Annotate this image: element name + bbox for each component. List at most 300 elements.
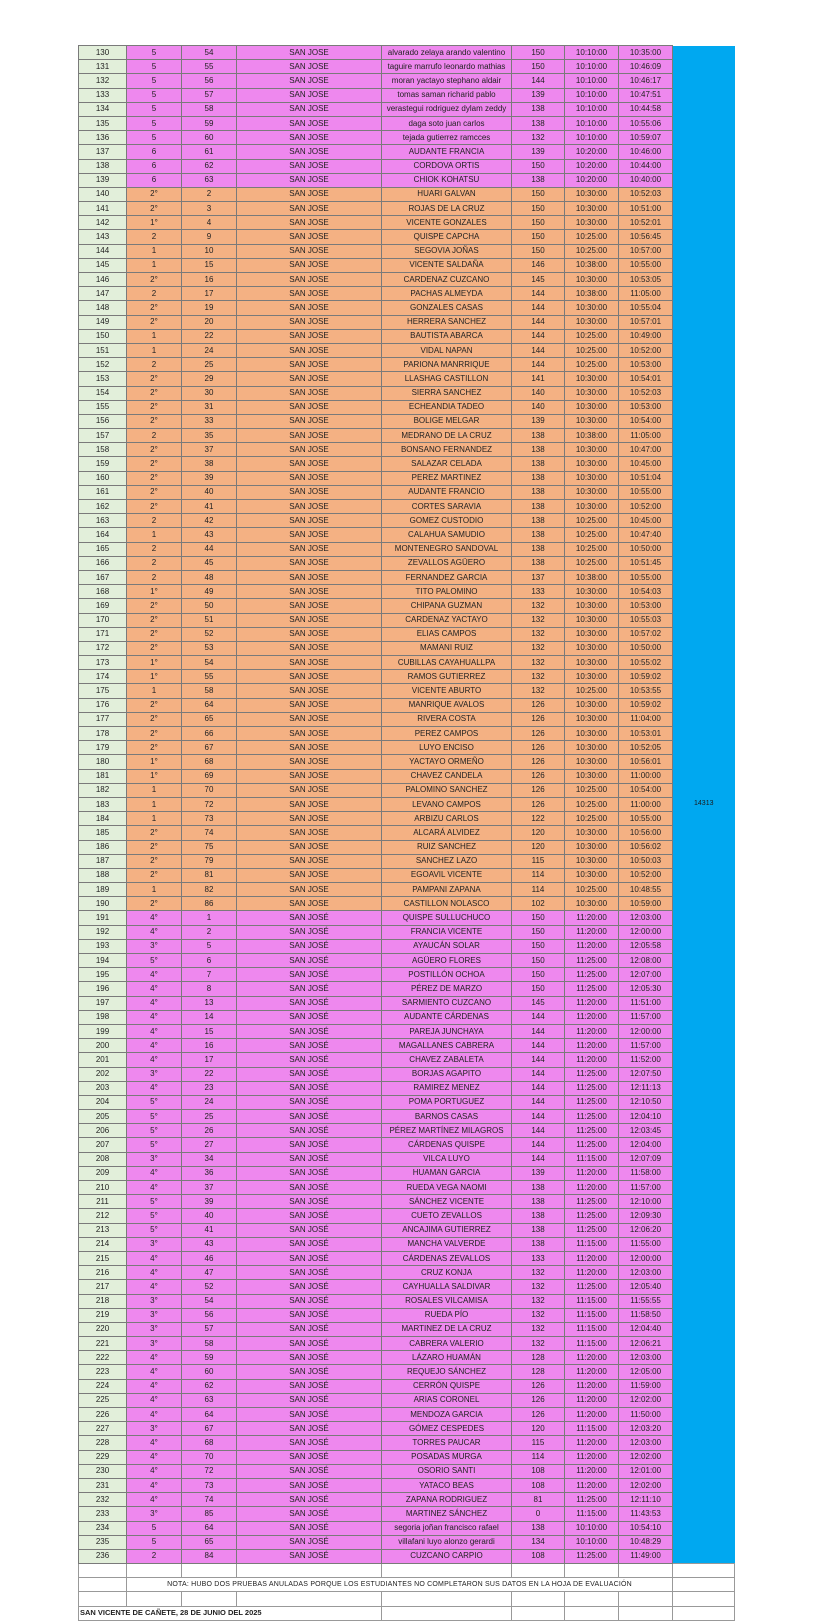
end-time-cell: 10:56:45 <box>619 230 673 244</box>
empty-cell <box>79 1592 127 1606</box>
start-time-cell: 11:15:00 <box>565 1422 619 1436</box>
start-time-cell: 10:30:00 <box>565 698 619 712</box>
student-name-cell: ECHEANDIA TADEO <box>382 400 512 414</box>
score-cell: 144 <box>512 1095 565 1109</box>
start-time-cell: 10:25:00 <box>565 812 619 826</box>
student-id-cell: 6 <box>182 954 237 968</box>
start-time-cell: 11:25:00 <box>565 1195 619 1209</box>
empty-cell <box>182 1592 237 1606</box>
row-number-cell: 231 <box>79 1478 127 1492</box>
table-row <box>79 528 735 542</box>
student-name-cell: CERRÓN QUISPE <box>382 1379 512 1393</box>
row-number-cell: 140 <box>79 187 127 201</box>
school-cell: SAN JOSÉ <box>237 982 382 996</box>
table-row <box>79 1393 735 1407</box>
table-row <box>79 230 735 244</box>
student-id-cell: 25 <box>182 1110 237 1124</box>
note-row <box>79 1578 735 1592</box>
student-name-cell: RIVERA COSTA <box>382 712 512 726</box>
score-cell: 150 <box>512 968 565 982</box>
student-name-cell: CAYHUALLA SALDIVAR <box>382 1280 512 1294</box>
student-id-cell: 14 <box>182 1010 237 1024</box>
table-row <box>79 968 735 982</box>
school-cell: SAN JOSE <box>237 485 382 499</box>
row-number-cell: 173 <box>79 656 127 670</box>
grade-cell: 4° <box>127 1464 182 1478</box>
student-name-cell: AGÜERO FLORES <box>382 954 512 968</box>
grade-cell: 2° <box>127 202 182 216</box>
student-name-cell: CARDENAZ CUZCANO <box>382 273 512 287</box>
school-cell: SAN JOSE <box>237 585 382 599</box>
end-time-cell: 10:59:02 <box>619 698 673 712</box>
end-time-cell: 12:06:20 <box>619 1223 673 1237</box>
student-name-cell: GONZALES CASAS <box>382 301 512 315</box>
school-cell: SAN JOSE <box>237 287 382 301</box>
student-name-cell: verastegui rodriguez dylam zeddy <box>382 102 512 116</box>
start-time-cell: 10:30:00 <box>565 414 619 428</box>
table-row <box>79 684 735 698</box>
student-name-cell: MANRIQUE AVALOS <box>382 698 512 712</box>
start-time-cell: 10:30:00 <box>565 627 619 641</box>
start-time-cell: 11:20:00 <box>565 1393 619 1407</box>
table-row <box>79 457 735 471</box>
grade-cell: 4° <box>127 996 182 1010</box>
table-row <box>79 414 735 428</box>
student-id-cell: 34 <box>182 1152 237 1166</box>
grade-cell: 3° <box>127 1237 182 1251</box>
start-time-cell: 10:30:00 <box>565 670 619 684</box>
score-cell: 133 <box>512 1251 565 1265</box>
score-cell: 138 <box>512 1521 565 1535</box>
empty-cell <box>673 1592 735 1606</box>
student-name-cell: AUDANTE FRANCIO <box>382 485 512 499</box>
student-id-cell: 19 <box>182 301 237 315</box>
end-time-cell: 10:53:55 <box>619 684 673 698</box>
grade-cell: 4° <box>127 1181 182 1195</box>
table-row <box>79 670 735 684</box>
table-row <box>79 585 735 599</box>
student-name-cell: VICENTE SALDAÑA <box>382 258 512 272</box>
student-name-cell: POSTILLÓN OCHOA <box>382 968 512 982</box>
grade-cell: 1 <box>127 797 182 811</box>
score-cell: 81 <box>512 1493 565 1507</box>
school-cell: SAN JOSE <box>237 358 382 372</box>
student-name-cell: GÓMEZ CESPEDES <box>382 1422 512 1436</box>
score-cell: 144 <box>512 1053 565 1067</box>
school-cell: SAN JOSE <box>237 429 382 443</box>
row-number-cell: 194 <box>79 954 127 968</box>
row-number-cell: 198 <box>79 1010 127 1024</box>
start-time-cell: 11:20:00 <box>565 996 619 1010</box>
student-id-cell: 70 <box>182 1450 237 1464</box>
student-id-cell: 15 <box>182 258 237 272</box>
end-time-cell: 10:54:01 <box>619 372 673 386</box>
table-row <box>79 1280 735 1294</box>
row-number-cell: 195 <box>79 968 127 982</box>
empty-cell <box>382 1606 512 1620</box>
table-row <box>79 1010 735 1024</box>
student-name-cell: ZEVALLOS AGÜERO <box>382 556 512 570</box>
table-row <box>79 358 735 372</box>
student-name-cell: ARIAS CORONEL <box>382 1393 512 1407</box>
end-time-cell: 10:52:03 <box>619 386 673 400</box>
student-name-cell: YATACO BEAS <box>382 1478 512 1492</box>
row-number-cell: 189 <box>79 883 127 897</box>
score-cell: 144 <box>512 1138 565 1152</box>
row-number-cell: 215 <box>79 1251 127 1265</box>
start-time-cell: 11:20:00 <box>565 1266 619 1280</box>
student-id-cell: 43 <box>182 528 237 542</box>
student-id-cell: 58 <box>182 1337 237 1351</box>
school-cell: SAN JOSÉ <box>237 1024 382 1038</box>
score-cell: 122 <box>512 812 565 826</box>
end-time-cell: 11:55:00 <box>619 1237 673 1251</box>
row-number-cell: 230 <box>79 1464 127 1478</box>
row-number-cell: 153 <box>79 372 127 386</box>
student-name-cell: tejada gutierrez ramcces <box>382 131 512 145</box>
start-time-cell: 11:20:00 <box>565 1251 619 1265</box>
start-time-cell: 10:30:00 <box>565 897 619 911</box>
score-cell: 138 <box>512 173 565 187</box>
end-time-cell: 12:05:30 <box>619 982 673 996</box>
table-row <box>79 173 735 187</box>
table-row <box>79 556 735 570</box>
school-cell: SAN JOSÉ <box>237 1152 382 1166</box>
school-cell: SAN JOSE <box>237 46 382 60</box>
grade-cell: 5° <box>127 1124 182 1138</box>
school-cell: SAN JOSE <box>237 656 382 670</box>
student-name-cell: YACTAYO ORMEÑO <box>382 755 512 769</box>
table-row <box>79 1464 735 1478</box>
student-name-cell: RAMIREZ MENEZ <box>382 1081 512 1095</box>
score-cell: 138 <box>512 1223 565 1237</box>
student-id-cell: 79 <box>182 854 237 868</box>
grade-cell: 3° <box>127 1322 182 1336</box>
end-time-cell: 10:53:05 <box>619 273 673 287</box>
student-id-cell: 17 <box>182 1053 237 1067</box>
score-cell: 150 <box>512 159 565 173</box>
end-time-cell: 10:54:03 <box>619 585 673 599</box>
score-cell: 138 <box>512 500 565 514</box>
end-time-cell: 10:47:51 <box>619 88 673 102</box>
table-row <box>79 343 735 357</box>
row-number-cell: 163 <box>79 514 127 528</box>
student-name-cell: BONSANO FERNANDEZ <box>382 443 512 457</box>
table-row <box>79 1095 735 1109</box>
student-id-cell: 38 <box>182 457 237 471</box>
student-name-cell: MAGALLANES CABRERA <box>382 1039 512 1053</box>
student-id-cell: 20 <box>182 315 237 329</box>
start-time-cell: 10:25:00 <box>565 542 619 556</box>
student-name-cell: BOLIGE MELGAR <box>382 414 512 428</box>
start-time-cell: 10:30:00 <box>565 485 619 499</box>
end-time-cell: 10:54:00 <box>619 414 673 428</box>
grade-cell: 2° <box>127 273 182 287</box>
score-cell: 138 <box>512 116 565 130</box>
student-id-cell: 16 <box>182 273 237 287</box>
start-time-cell: 10:30:00 <box>565 386 619 400</box>
start-time-cell: 10:30:00 <box>565 400 619 414</box>
end-time-cell: 12:11:10 <box>619 1493 673 1507</box>
table-row <box>79 599 735 613</box>
score-cell: 150 <box>512 60 565 74</box>
table-row <box>79 797 735 811</box>
start-time-cell: 10:30:00 <box>565 755 619 769</box>
start-time-cell: 10:10:00 <box>565 116 619 130</box>
student-name-cell: CHIPANA GUZMAN <box>382 599 512 613</box>
score-cell: 108 <box>512 1464 565 1478</box>
table-row <box>79 258 735 272</box>
school-cell: SAN JOSE <box>237 769 382 783</box>
grade-cell: 2° <box>127 627 182 641</box>
school-cell: SAN JOSE <box>237 556 382 570</box>
end-time-cell: 10:57:01 <box>619 315 673 329</box>
start-time-cell: 11:25:00 <box>565 954 619 968</box>
student-id-cell: 24 <box>182 1095 237 1109</box>
start-time-cell: 10:30:00 <box>565 315 619 329</box>
row-number-cell: 137 <box>79 145 127 159</box>
student-name-cell: BARNOS CASAS <box>382 1110 512 1124</box>
student-name-cell: PEREZ MARTINEZ <box>382 471 512 485</box>
end-time-cell: 10:51:04 <box>619 471 673 485</box>
student-name-cell: villafani luyo alonzo gerardi <box>382 1535 512 1549</box>
table-row <box>79 698 735 712</box>
school-cell: SAN JOSE <box>237 60 382 74</box>
end-time-cell: 10:59:02 <box>619 670 673 684</box>
row-number-cell: 159 <box>79 457 127 471</box>
end-time-cell: 12:03:00 <box>619 1266 673 1280</box>
end-time-cell: 10:52:03 <box>619 187 673 201</box>
school-cell: SAN JOSE <box>237 599 382 613</box>
table-row <box>79 712 735 726</box>
student-name-cell: CÁRDENAS ZEVALLOS <box>382 1251 512 1265</box>
grade-cell: 5° <box>127 1138 182 1152</box>
student-id-cell: 45 <box>182 556 237 570</box>
row-number-cell: 217 <box>79 1280 127 1294</box>
student-id-cell: 22 <box>182 329 237 343</box>
end-time-cell: 11:58:00 <box>619 1166 673 1180</box>
empty-cell <box>127 1564 182 1578</box>
end-time-cell: 12:04:00 <box>619 1138 673 1152</box>
student-name-cell: CABRERA VALERIO <box>382 1337 512 1351</box>
grade-cell: 2 <box>127 556 182 570</box>
table-row <box>79 485 735 499</box>
grade-cell: 5° <box>127 1209 182 1223</box>
table-row <box>79 1124 735 1138</box>
student-id-cell: 52 <box>182 1280 237 1294</box>
table-row <box>79 301 735 315</box>
school-cell: SAN JOSÉ <box>237 954 382 968</box>
school-cell: SAN JOSE <box>237 755 382 769</box>
end-time-cell: 12:07:50 <box>619 1067 673 1081</box>
table-row <box>79 1535 735 1549</box>
grade-cell: 4° <box>127 1408 182 1422</box>
score-cell: 120 <box>512 840 565 854</box>
school-cell: SAN JOSÉ <box>237 1521 382 1535</box>
student-name-cell: HUAMAN GARCIA <box>382 1166 512 1180</box>
row-number-cell: 222 <box>79 1351 127 1365</box>
table-row <box>79 315 735 329</box>
row-number-cell: 232 <box>79 1493 127 1507</box>
score-cell: 139 <box>512 88 565 102</box>
score-cell: 150 <box>512 925 565 939</box>
table-row <box>79 1067 735 1081</box>
score-cell: 120 <box>512 1422 565 1436</box>
student-id-cell: 29 <box>182 372 237 386</box>
end-time-cell: 10:47:40 <box>619 528 673 542</box>
score-cell: 126 <box>512 1393 565 1407</box>
table-row <box>79 273 735 287</box>
student-id-cell: 37 <box>182 1181 237 1195</box>
student-name-cell: CUBILLAS CAYAHUALLPA <box>382 656 512 670</box>
table-row <box>79 1053 735 1067</box>
school-cell: SAN JOSÉ <box>237 1322 382 1336</box>
school-cell: SAN JOSE <box>237 273 382 287</box>
row-number-cell: 141 <box>79 202 127 216</box>
student-name-cell: CUZCANO CARPIO <box>382 1549 512 1563</box>
student-name-cell: LUYO ENCISO <box>382 741 512 755</box>
end-time-cell: 10:46:09 <box>619 60 673 74</box>
grade-cell: 2° <box>127 372 182 386</box>
row-number-cell: 171 <box>79 627 127 641</box>
school-cell: SAN JOSE <box>237 315 382 329</box>
student-id-cell: 86 <box>182 897 237 911</box>
start-time-cell: 10:30:00 <box>565 727 619 741</box>
school-cell: SAN JOSE <box>237 400 382 414</box>
row-number-cell: 229 <box>79 1450 127 1464</box>
school-cell: SAN JOSE <box>237 301 382 315</box>
row-number-cell: 131 <box>79 60 127 74</box>
empty-cell <box>237 1564 382 1578</box>
grade-cell: 6 <box>127 173 182 187</box>
end-time-cell: 12:03:00 <box>619 1436 673 1450</box>
row-number-cell: 172 <box>79 641 127 655</box>
results-table <box>78 45 735 1621</box>
score-cell: 126 <box>512 727 565 741</box>
school-cell: SAN JOSE <box>237 372 382 386</box>
end-time-cell: 12:04:10 <box>619 1110 673 1124</box>
table-row <box>79 1478 735 1492</box>
grade-cell: 5 <box>127 46 182 60</box>
grade-cell: 4° <box>127 1351 182 1365</box>
score-cell: 132 <box>512 613 565 627</box>
grade-cell: 3° <box>127 1152 182 1166</box>
score-cell: 133 <box>512 585 565 599</box>
grade-cell: 2° <box>127 840 182 854</box>
score-cell: 138 <box>512 542 565 556</box>
start-time-cell: 10:30:00 <box>565 613 619 627</box>
table-row <box>79 570 735 584</box>
table-row <box>79 1379 735 1393</box>
student-name-cell: SEGOVIA JOÑAS <box>382 244 512 258</box>
school-cell: SAN JOSE <box>237 258 382 272</box>
student-id-cell: 13 <box>182 996 237 1010</box>
grade-cell: 2° <box>127 187 182 201</box>
student-name-cell: ELIAS CAMPOS <box>382 627 512 641</box>
student-name-cell: FRANCIA VICENTE <box>382 925 512 939</box>
grade-cell: 4° <box>127 1024 182 1038</box>
score-cell: 102 <box>512 897 565 911</box>
school-cell: SAN JOSE <box>237 570 382 584</box>
student-id-cell: 57 <box>182 1322 237 1336</box>
start-time-cell: 10:25:00 <box>565 514 619 528</box>
row-number-cell: 183 <box>79 797 127 811</box>
student-name-cell: PÉREZ DE MARZO <box>382 982 512 996</box>
student-name-cell: AUDANTE FRANCIA <box>382 145 512 159</box>
row-number-cell: 176 <box>79 698 127 712</box>
score-cell: 132 <box>512 1337 565 1351</box>
start-time-cell: 10:20:00 <box>565 145 619 159</box>
start-time-cell: 11:20:00 <box>565 1408 619 1422</box>
student-name-cell: VICENTE ABURTO <box>382 684 512 698</box>
grade-cell: 2° <box>127 500 182 514</box>
student-name-cell: AUDANTE CÁRDENAS <box>382 1010 512 1024</box>
grade-cell: 4° <box>127 1379 182 1393</box>
row-number-cell: 151 <box>79 343 127 357</box>
student-id-cell: 67 <box>182 1422 237 1436</box>
start-time-cell: 10:20:00 <box>565 173 619 187</box>
table-row <box>79 1549 735 1563</box>
grade-cell: 3° <box>127 1507 182 1521</box>
student-id-cell: 65 <box>182 1535 237 1549</box>
row-number-cell: 192 <box>79 925 127 939</box>
row-number-cell: 227 <box>79 1422 127 1436</box>
row-number-cell: 228 <box>79 1436 127 1450</box>
grade-cell: 3° <box>127 939 182 953</box>
score-cell: 140 <box>512 400 565 414</box>
grade-cell: 5° <box>127 1223 182 1237</box>
school-cell: SAN JOSÉ <box>237 1181 382 1195</box>
end-time-cell: 11:57:00 <box>619 1010 673 1024</box>
score-cell: 126 <box>512 712 565 726</box>
end-time-cell: 11:59:00 <box>619 1379 673 1393</box>
score-cell: 144 <box>512 1081 565 1095</box>
row-number-cell: 214 <box>79 1237 127 1251</box>
table-row <box>79 812 735 826</box>
start-time-cell: 11:15:00 <box>565 1322 619 1336</box>
row-number-cell: 138 <box>79 159 127 173</box>
end-time-cell: 10:55:02 <box>619 656 673 670</box>
score-cell: 108 <box>512 1478 565 1492</box>
school-cell: SAN JOSE <box>237 500 382 514</box>
start-time-cell: 10:20:00 <box>565 159 619 173</box>
row-number-cell: 148 <box>79 301 127 315</box>
end-time-cell: 12:04:40 <box>619 1322 673 1336</box>
grade-cell: 5° <box>127 1195 182 1209</box>
score-cell: 138 <box>512 1195 565 1209</box>
student-id-cell: 47 <box>182 1266 237 1280</box>
school-cell: SAN JOSÉ <box>237 1478 382 1492</box>
start-time-cell: 11:25:00 <box>565 1081 619 1095</box>
end-time-cell: 10:53:00 <box>619 400 673 414</box>
score-cell: 150 <box>512 244 565 258</box>
row-number-cell: 156 <box>79 414 127 428</box>
school-cell: SAN JOSE <box>237 783 382 797</box>
student-name-cell: CASTILLON NOLASCO <box>382 897 512 911</box>
end-time-cell: 10:35:00 <box>619 46 673 60</box>
score-cell: 114 <box>512 883 565 897</box>
student-id-cell: 59 <box>182 1351 237 1365</box>
start-time-cell: 11:20:00 <box>565 1053 619 1067</box>
score-cell: 150 <box>512 982 565 996</box>
start-time-cell: 10:10:00 <box>565 60 619 74</box>
student-id-cell: 55 <box>182 670 237 684</box>
school-cell: SAN JOSE <box>237 187 382 201</box>
table-row <box>79 925 735 939</box>
start-time-cell: 10:10:00 <box>565 46 619 60</box>
grade-cell: 4° <box>127 1251 182 1265</box>
table-row <box>79 741 735 755</box>
